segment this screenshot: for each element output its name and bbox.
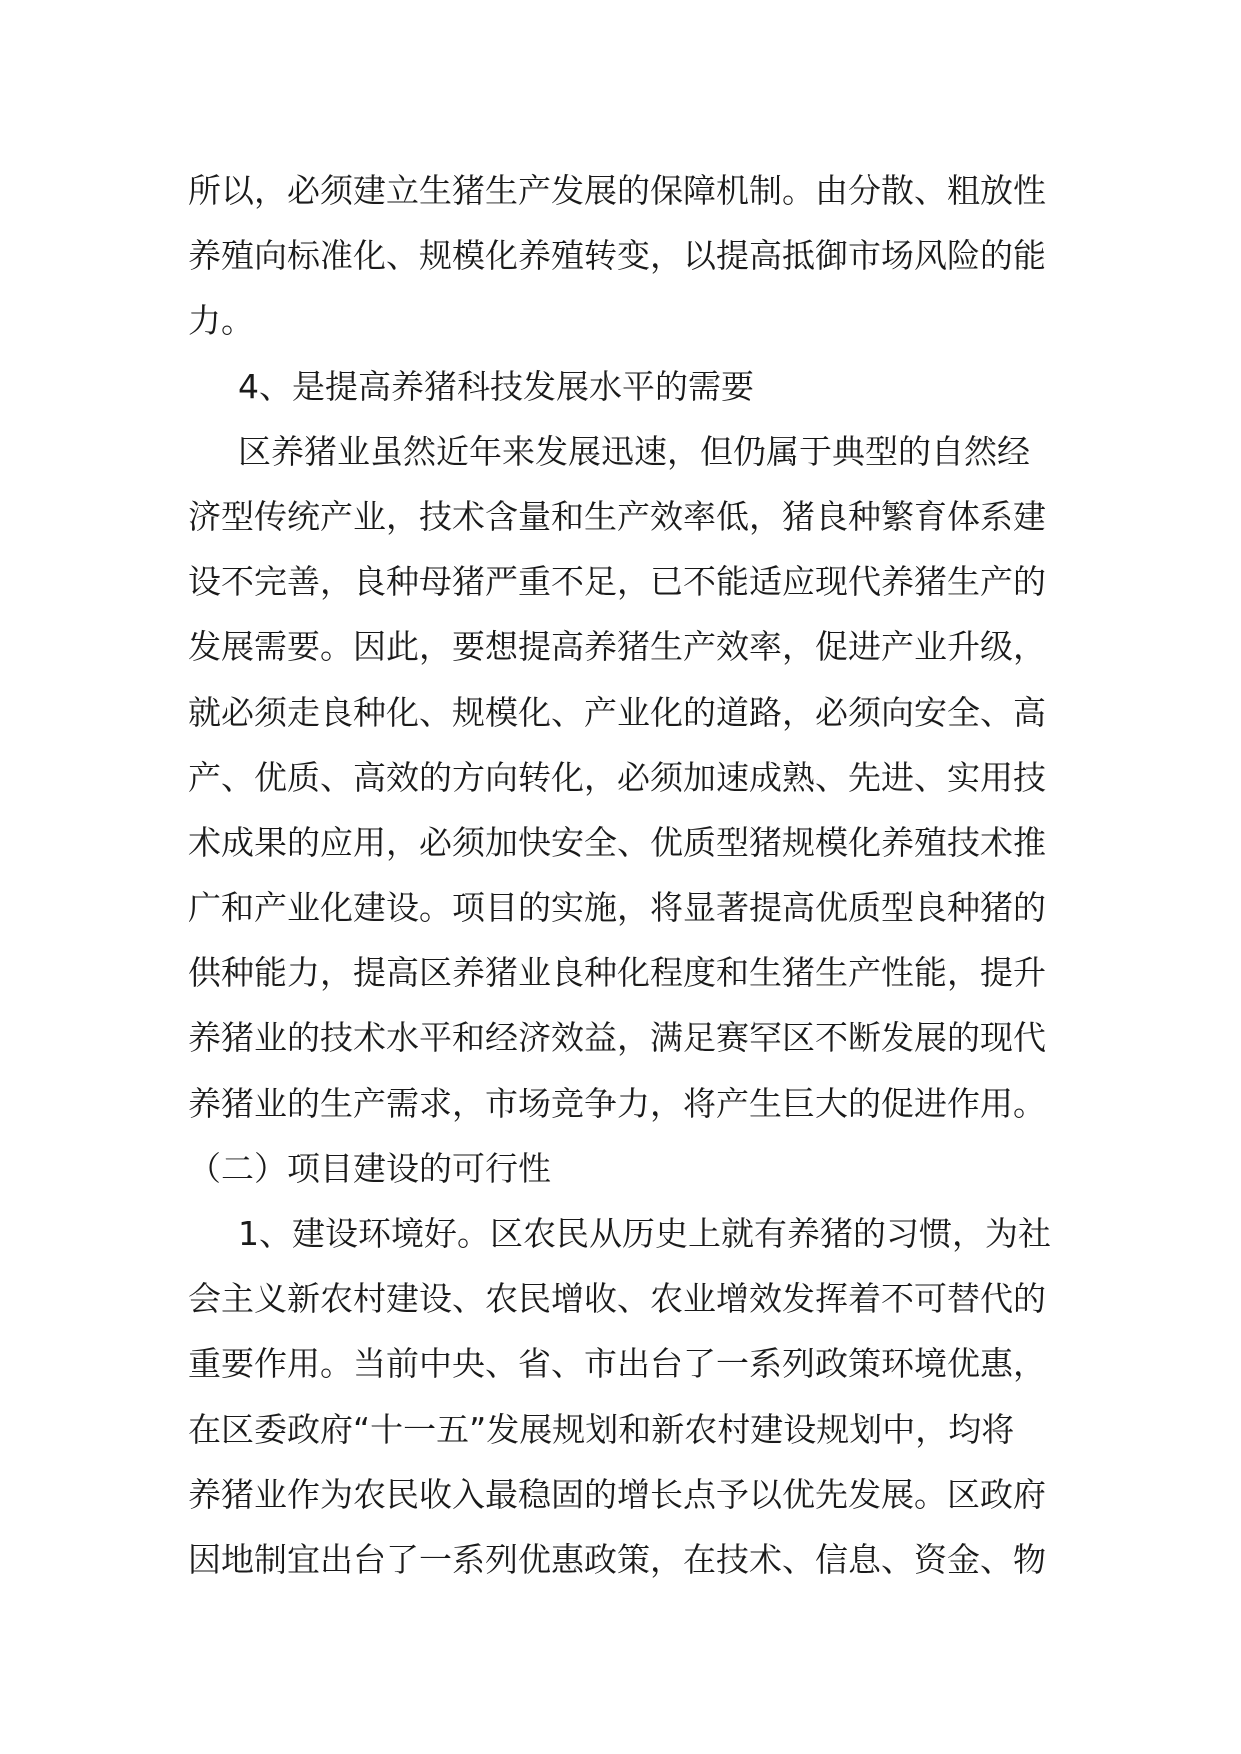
text-line: 因地制宜出台了一系列优惠政策，在技术、信息、资金、物 <box>188 1539 1046 1579</box>
text-line: 就必须走良种化、规模化、产业化的道路，必须向安全、高 <box>188 692 1046 732</box>
section-heading: （二）项目建设的可行性 <box>188 1148 551 1188</box>
text-line: 养猪业的技术水平和经济效益，满足赛罕区不断发展的现代 <box>188 1018 1046 1058</box>
text-line: 区养猪业虽然近年来发展迅速，但仍属于典型的自然经 <box>238 431 1030 471</box>
text-line: 重要作用。当前中央、省、市出台了一系列政策环境优惠， <box>188 1344 1046 1384</box>
text-line: 养殖向标准化、规模化养殖转变，以提高抵御市场风险的能 <box>188 236 1046 276</box>
text-line: 养猪业作为农民收入最稳固的增长点予以优先发展。区政府 <box>188 1474 1046 1514</box>
text-line: 所以，必须建立生猪生产发展的保障机制。由分散、粗放性 <box>188 171 1046 210</box>
section-heading: 4、是提高养猪科技发展水平的需要 <box>238 366 754 406</box>
text-line: 术成果的应用，必须加快安全、优质型猪规模化养殖技术推 <box>188 822 1046 862</box>
text-line: 在区委政府“十一五”发展规划和新农村建设规划中，均将 <box>188 1409 1015 1449</box>
body-text <box>188 158 1068 1592</box>
text-line: 设不完善，良种母猪严重不足，已不能适应现代养猪生产的 <box>188 562 1046 602</box>
text-line: 1、建设环境好。区农民从历史上就有养猪的习惯，为社 <box>238 1214 1051 1253</box>
text-line: 发展需要。因此，要想提高养猪生产效率，促进产业升级， <box>188 627 1046 667</box>
text-line: 广和产业化建设。项目的实施，将显著提高优质型良种猪的 <box>188 888 1046 928</box>
text-line: 产、优质、高效的方向转化，必须加速成熟、先进、实用技 <box>188 757 1046 797</box>
text-line: 会主义新农村建设、农民增收、农业增效发挥着不可替代的 <box>188 1279 1046 1319</box>
text-line: 济型传统产业，技术含量和生产效率低，猪良种繁育体系建 <box>188 496 1046 536</box>
text-line: 养猪业的生产需求，市场竞争力，将产生巨大的促进作用。 <box>188 1083 1046 1123</box>
text-line: 力。 <box>188 301 254 341</box>
text-line: 供种能力，提高区养猪业良种化程度和生猪生产性能，提升 <box>188 953 1046 993</box>
